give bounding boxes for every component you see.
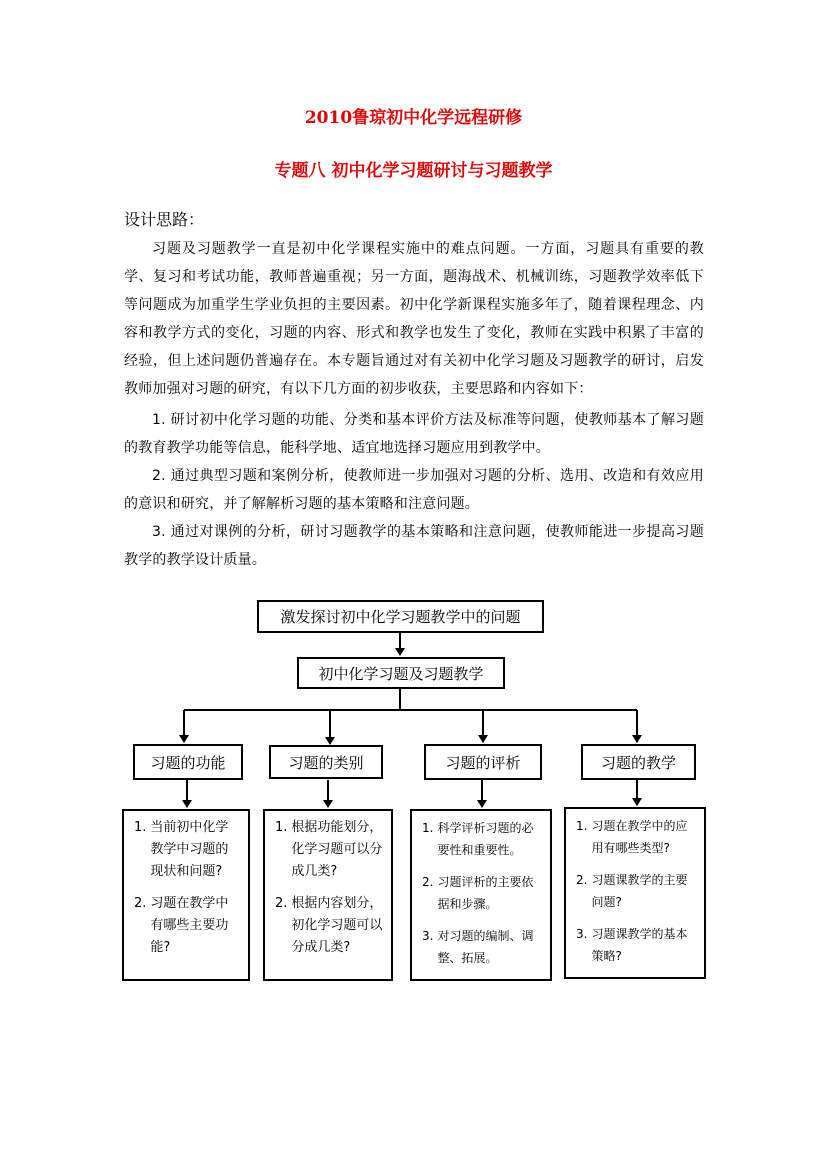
list-item — [422, 925, 542, 969]
point-1-paragraph: 1. 研讨初中化学习题的功能、分类和基本评价方法及标准等问题，使教师基本了解习题的教育教学功能等信息，能科学地、适宜地选择习题应用到教学中。 — [124, 412, 704, 456]
item-text: 习题课教学的主要问题? — [591, 873, 688, 909]
category-functions-box: 习题的功能 — [133, 744, 243, 780]
list-item — [422, 871, 542, 915]
category-types-box: 习题的类别 — [269, 745, 383, 779]
functions-detail-box — [122, 809, 250, 981]
list-item — [576, 869, 696, 913]
document-title: 2010鲁琼初中化学远程研修 — [304, 108, 523, 128]
item-number: 2. — [275, 896, 288, 911]
point-2-paragraph: 2. 通过典型习题和案例分析，使教师进一步加强对习题的分析、选用、改造和有效应用的意识和研究，并了解解析习题的基本策略和注意问题。 — [124, 468, 704, 512]
item-number: 1. — [134, 820, 147, 835]
list-item — [576, 815, 696, 859]
category-evaluation-box: 习题的评析 — [424, 744, 542, 780]
intro-paragraph: 习题及习题教学一直是初中化学课程实施中的难点问题。一方面，习题具有重要的教学、复习和考试功能，教师普遍重视；另一方面，题海战术、机械训练，习题教学效率低下等问题成为加重学生学业负担的主要因素。初中化学新课程实施多年了，随着课程理念、内容和教学方式的变化，习题的内容、形式和教学也发生了变化，教师在实践中积累了丰富的经验，但上述问题仍普遍存在。本专题旨通过对有关初中化学习题及习题教学的研讨，启发教师加强对习题的研究，有以下几方面的初步收获，主要思路和内容如下： — [124, 241, 704, 397]
list-item — [134, 893, 240, 959]
item-number: 2. — [134, 896, 147, 911]
item-text: 习题课教学的基本策略? — [591, 927, 688, 963]
item-text: 当前初中化学教学中习题的现状和问题? — [150, 820, 229, 879]
item-text: 习题在教学中的应用有哪些类型? — [591, 819, 688, 855]
item-number: 2. — [576, 873, 588, 887]
point-3-paragraph: 3. 通过对课例的分析，研讨习题教学的基本策略和注意问题，使教师能进一步提高习题教学的教学设计质量。 — [124, 524, 704, 568]
flowchart-top-box: 激发探讨初中化学习题教学中的问题 — [257, 600, 544, 633]
list-item — [275, 893, 383, 959]
document-subtitle: 专题八 初中化学习题研讨与习题教学 — [274, 161, 553, 181]
evaluation-detail-box — [410, 809, 552, 981]
item-text: 对习题的编制、调整、拓展。 — [437, 929, 534, 965]
item-number: 3. — [422, 929, 434, 943]
item-text: 习题评析的主要依据和步骤。 — [437, 875, 534, 911]
item-text: 根据内容划分，初化学习题可以分成几类? — [291, 896, 383, 955]
section-heading: 设计思路： — [124, 210, 205, 229]
list-item — [422, 817, 542, 861]
list-item — [576, 923, 696, 967]
item-text: 科学评析习题的必要性和重要性。 — [437, 821, 534, 857]
types-detail-box — [263, 809, 393, 981]
item-number: 1. — [275, 820, 288, 835]
teaching-detail-box — [564, 807, 706, 979]
item-number: 1. — [576, 819, 588, 833]
list-item — [134, 817, 240, 883]
item-number: 3. — [576, 927, 588, 941]
list-item — [275, 817, 383, 883]
item-number: 1. — [422, 821, 434, 835]
item-text: 习题在教学中有哪些主要功能? — [150, 896, 229, 955]
flowchart-middle-box: 初中化学习题及习题教学 — [297, 657, 505, 689]
category-teaching-box: 习题的教学 — [581, 744, 696, 780]
item-number: 2. — [422, 875, 434, 889]
item-text: 根据功能划分，化学习题可以分成几类? — [291, 820, 383, 879]
